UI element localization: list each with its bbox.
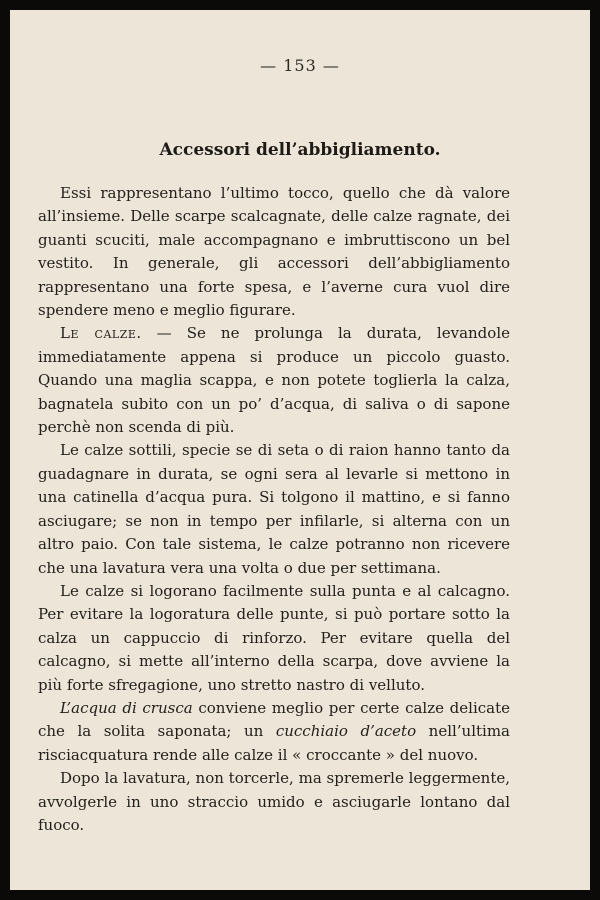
paragraph-text: conviene meglio per certe calze delicate che la solita saponata; un <box>38 698 510 741</box>
chapter-title: Accessori dell’abbigliamento. <box>159 140 441 160</box>
paragraph-text: Le calze sottili, specie se di seta o di raion hanno tanto da guadagnare in durata, se ogni sera al levarle si mettono in una catinella d’acqua pura. Si tolgono il mattino, e si fanno asciugare; se non in tempo per infilarle, si alterna con un altro paio. Con tale sistema, le calze potranno non ricevere che una lavatura vera una volta o due per settimana. <box>38 441 510 577</box>
page-number: — 153 — <box>260 56 340 75</box>
section-heading: Le calze. <box>60 324 142 343</box>
paragraph-text: nell’ultima risciacquatura rende alle calze il « croccante » del nuovo. <box>38 722 511 764</box>
book-page <box>10 10 590 890</box>
paragraph-le-calze <box>38 322 510 439</box>
paragraph-text: — Se ne prolunga la durata, levandole immediatamente appena si produce un piccolo guasto. Quando una maglia scappa, e non potete toglierla la calza, bagnatela subito con un po’ d’acqua, di saliva o di sapone perchè non scenda di più. <box>38 324 510 437</box>
body-text <box>38 182 510 837</box>
paragraph-drying <box>38 767 510 837</box>
paragraph-text: Le calze si logorano facilmente sulla punta e al calcagno. Per evitare la logoratura delle punte, si può portare sotto la calza un cappuccio di rinforzo. Per evitare quella del calcagno, si mette all’interno della scarpa, dove avviene la più forte sfregagione, uno stretto nastro di velluto. <box>38 581 510 694</box>
paragraph-text: Dopo la lavatura, non torcerle, ma spremerle leggermente, avvolgerle in uno straccio umido e asciugarle lontano dal fuoco. <box>38 769 510 834</box>
paragraph-text: Essi rappresentano l’ultimo tocco, quello che dà valore all’insieme. Delle scarpe scalcagnate, delle calze ragnate, dei guanti scuciti, male accompagnano e imbruttiscono un bel vestito. In generale, gli accessori dell’abbigliamento rappresentano una forte spesa, e l’averne cura vuol dire spendere meno e meglio figurare. <box>38 184 510 320</box>
italic-term: cucchiaio d’aceto <box>275 722 417 741</box>
italic-term: L’acqua di crusca <box>60 698 193 717</box>
paragraph-bran-water <box>38 697 510 767</box>
paragraph-intro <box>38 182 510 322</box>
paragraph-silk-stockings <box>38 439 510 579</box>
paragraph-wear-points <box>38 580 510 697</box>
